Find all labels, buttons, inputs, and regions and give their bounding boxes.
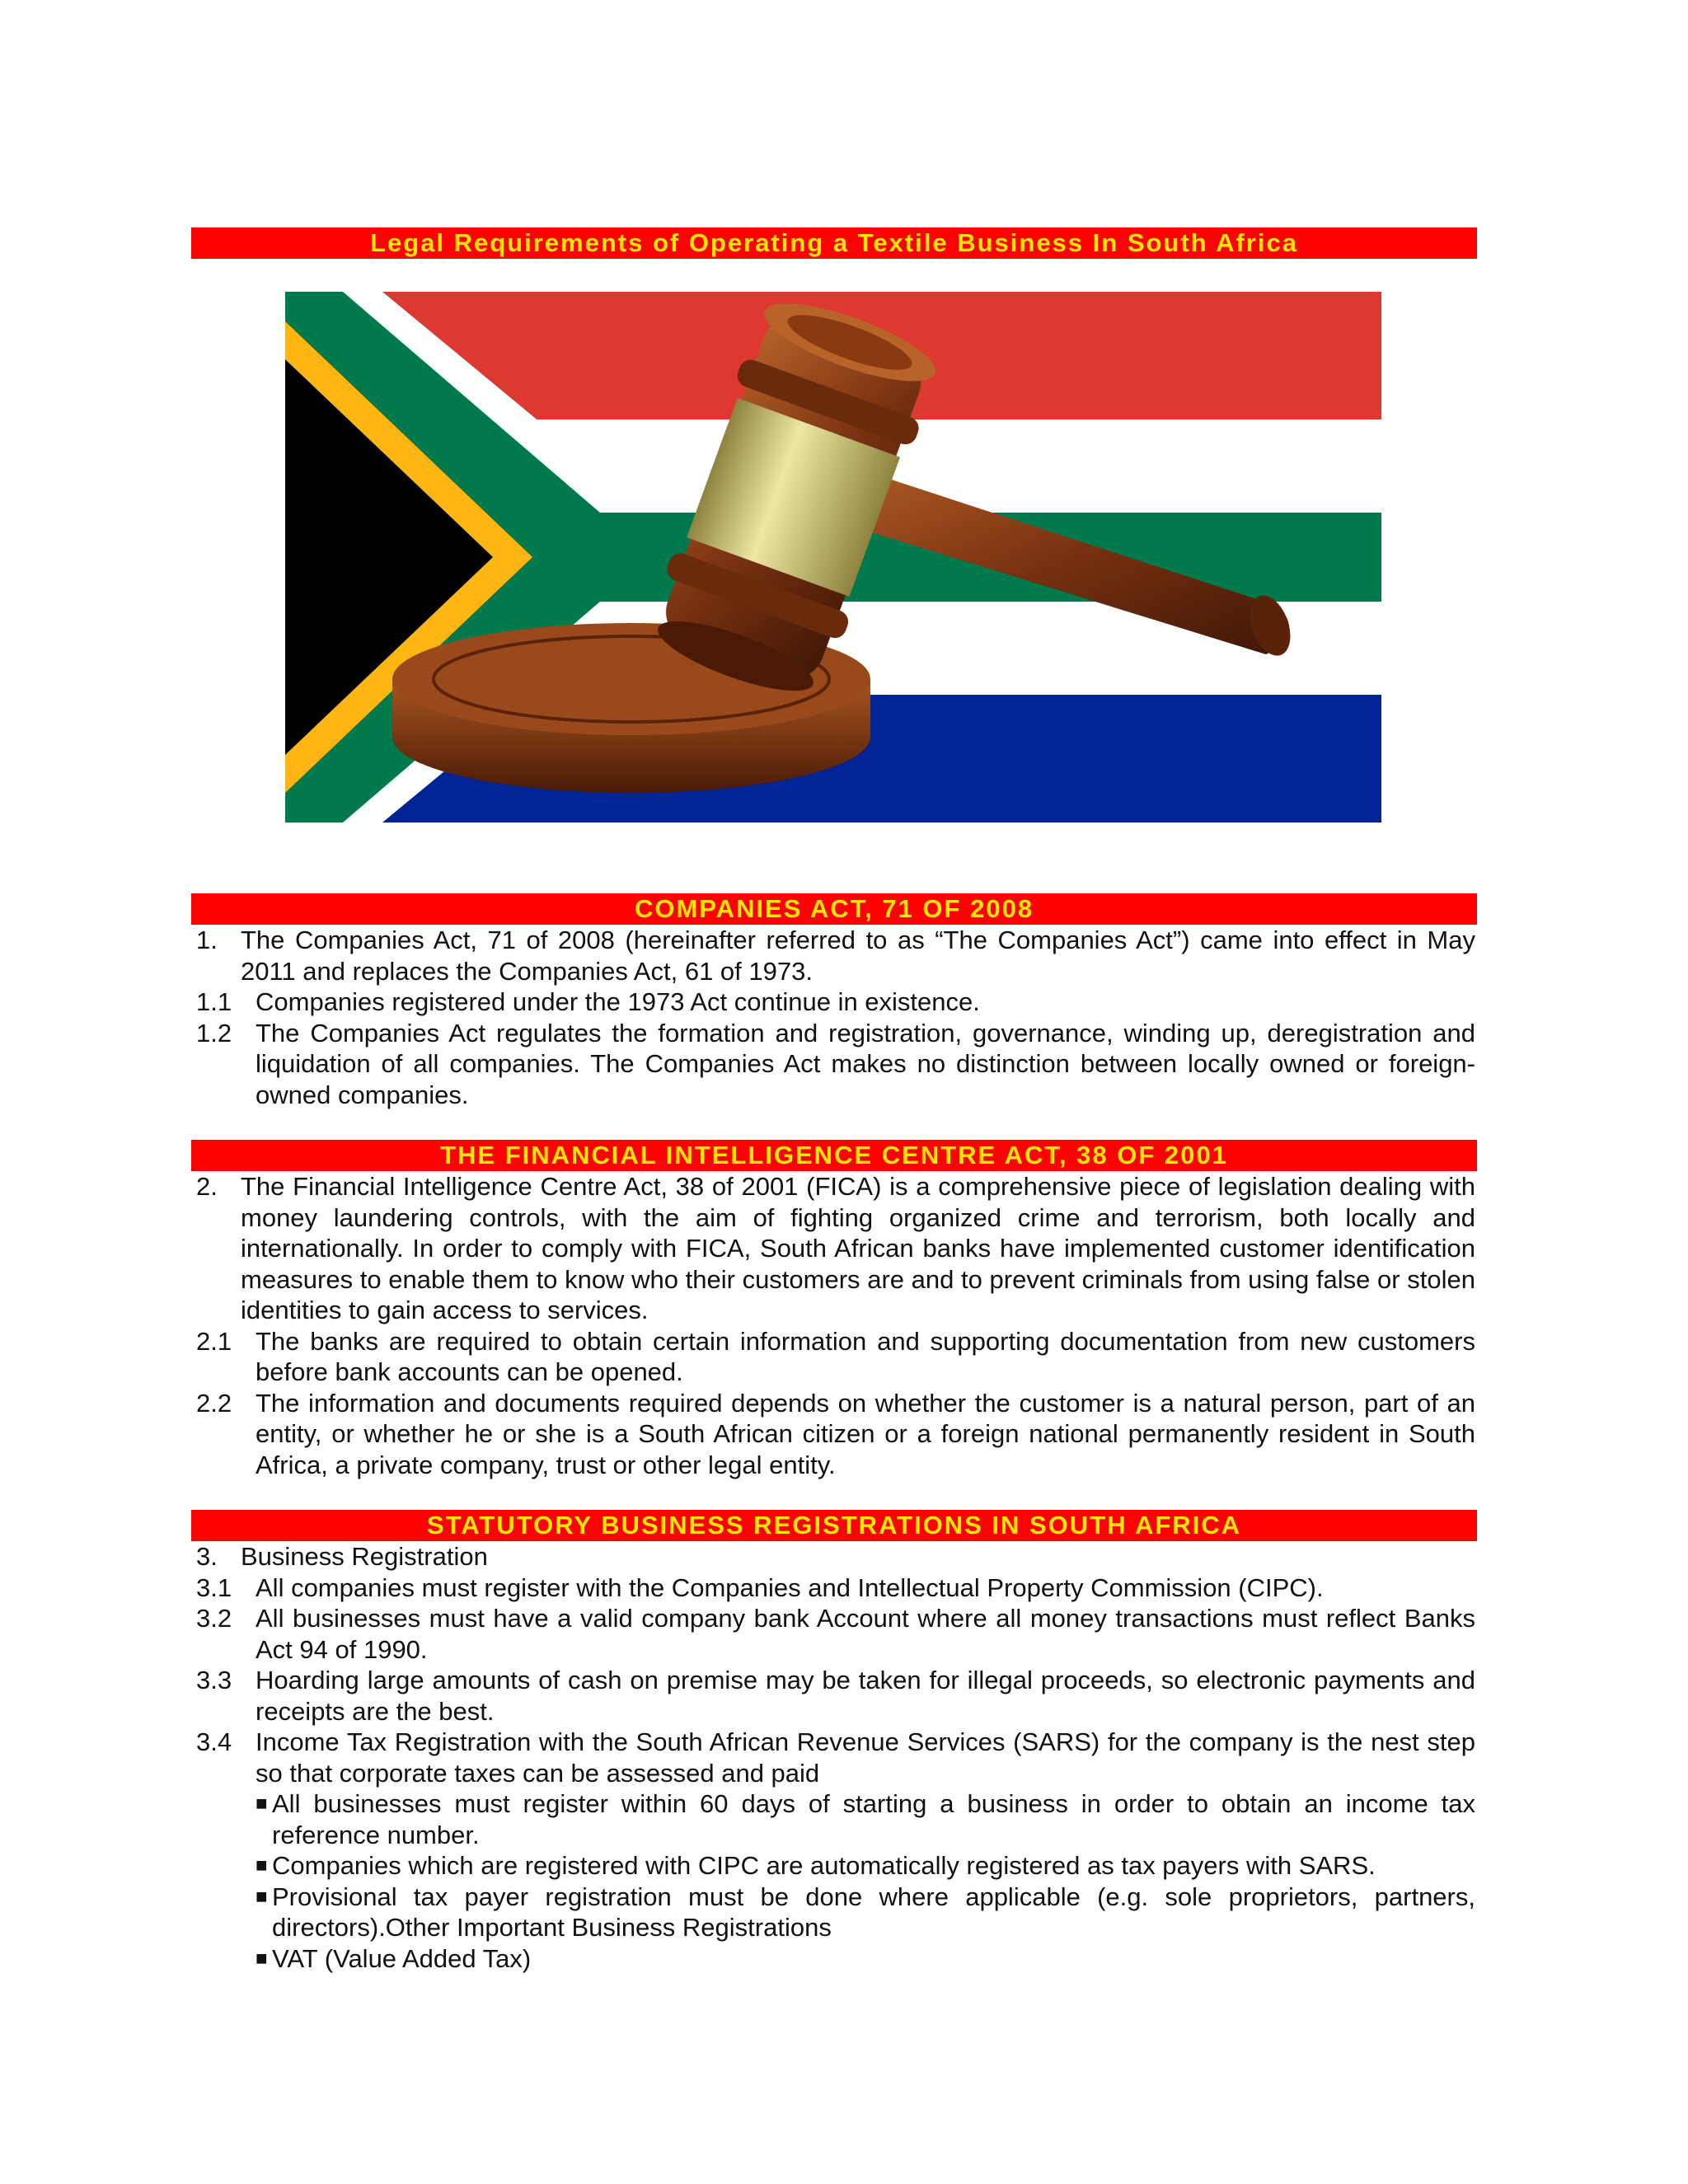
bullet-item [191, 1882, 1477, 1943]
item-text: All companies must register with the Companies and Intellectual Property Commission (CIPC). [256, 1572, 1324, 1602]
section-heading-statutory-registrations: STATUTORY BUSINESS REGISTRATIONS IN SOUTH AFRICA [191, 1510, 1477, 1541]
item-number: 3. [196, 1542, 218, 1571]
list-item [191, 1541, 1477, 1572]
square-bullet-icon: ■ [256, 1947, 268, 1970]
list-item [191, 1727, 1477, 1788]
list-item [191, 987, 1477, 1018]
item-text: Business Registration [241, 1542, 488, 1571]
bullet-text: Provisional tax payer registration must be done where applicable (e.g. sole proprietors, partners, directors).Other Important Business Registrations [272, 1882, 1475, 1942]
document-title: Legal Requirements of Operating a Textile Business In South Africa [191, 227, 1477, 259]
item-text: All businesses must have a valid company bank Account where all money transactions must reflect Banks Act 94 of 1990. [256, 1604, 1475, 1664]
list-item [191, 1665, 1477, 1727]
list-item [191, 1603, 1477, 1665]
item-number: 1.2 [196, 1018, 232, 1047]
bullet-item [191, 1943, 1477, 1975]
list-item [191, 1572, 1477, 1604]
list-item [191, 1326, 1477, 1388]
item-text: The Financial Intelligence Centre Act, 38 of 2001 (FICA) is a comprehensive piece of legislation dealing with money laundering controls, with the aim of fighting organized crime and terrorism, both locally and internationally. In order to comply with FICA, South African banks have implemented customer identification measures to enable them to know who their customers are and to prevent criminals from using false or stolen identities to gain access to services. [241, 1172, 1475, 1324]
item-number: 2.2 [196, 1388, 232, 1418]
list-item [191, 1171, 1477, 1326]
bullet-text: VAT (Value Added Tax) [272, 1943, 532, 1973]
item-number: 3.4 [196, 1727, 232, 1756]
item-text: Income Tax Registration with the South African Revenue Services (SARS) for the company is the nest step so that corporate taxes can be assessed and paid [256, 1727, 1475, 1788]
bullet-text: Companies which are registered with CIPC are automatically registered as tax payers with SARS. [272, 1851, 1376, 1880]
item-text: The information and documents required depends on whether the customer is a natural person, part of an entity, or whether he or she is a South African citizen or a foreign national permanently resident in South Africa, a private company, trust or other legal entity. [256, 1388, 1475, 1479]
item-text: The Companies Act, 71 of 2008 (hereinafter referred to as “The Companies Act”) came into effect in May 2011 and replaces the Companies Act, 61 of 1973. [241, 926, 1475, 986]
square-bullet-icon: ■ [256, 1854, 268, 1877]
item-number: 1. [196, 926, 218, 954]
hero-image-container [191, 292, 1477, 893]
item-text: Companies registered under the 1973 Act continue in existence. [256, 987, 980, 1016]
item-number: 3.3 [196, 1666, 232, 1694]
item-text: The Companies Act regulates the formation and registration, governance, winding up, deregistration and liquidation of all companies. The Companies Act makes no distinction between locally owned or foreign-owned companies. [256, 1018, 1475, 1109]
item-text: The banks are required to obtain certain information and supporting documentation from new customers before bank accounts can be opened. [256, 1326, 1475, 1386]
list-item [191, 1018, 1477, 1111]
item-number: 2.1 [196, 1326, 232, 1356]
section-heading-fica: THE FINANCIAL INTELLIGENCE CENTRE ACT, 38 OF 2001 [191, 1140, 1477, 1171]
square-bullet-icon: ■ [256, 1885, 268, 1908]
section-statutory-registrations [191, 1541, 1477, 1974]
square-bullet-icon: ■ [256, 1793, 268, 1815]
list-item [191, 1388, 1477, 1481]
item-number: 3.1 [196, 1572, 232, 1602]
bullet-item [191, 1850, 1477, 1882]
section-heading-companies-act: COMPANIES ACT, 71 OF 2008 [191, 893, 1477, 925]
section-fica [191, 1171, 1477, 1480]
item-text: Hoarding large amounts of cash on premise may be taken for illegal proceeds, so electronic payments and receipts are the best. [256, 1666, 1475, 1726]
bullet-item [191, 1788, 1477, 1850]
item-number: 1.1 [196, 987, 232, 1016]
bullet-text: All businesses must register within 60 days of starting a business in order to obtain an income tax reference number. [272, 1789, 1475, 1849]
section-companies-act [191, 925, 1477, 1110]
list-item [191, 925, 1477, 987]
item-number: 2. [196, 1172, 218, 1201]
item-number: 3.2 [196, 1604, 232, 1633]
flag-gavel-image [285, 292, 1381, 823]
document-page [191, 227, 1477, 1974]
